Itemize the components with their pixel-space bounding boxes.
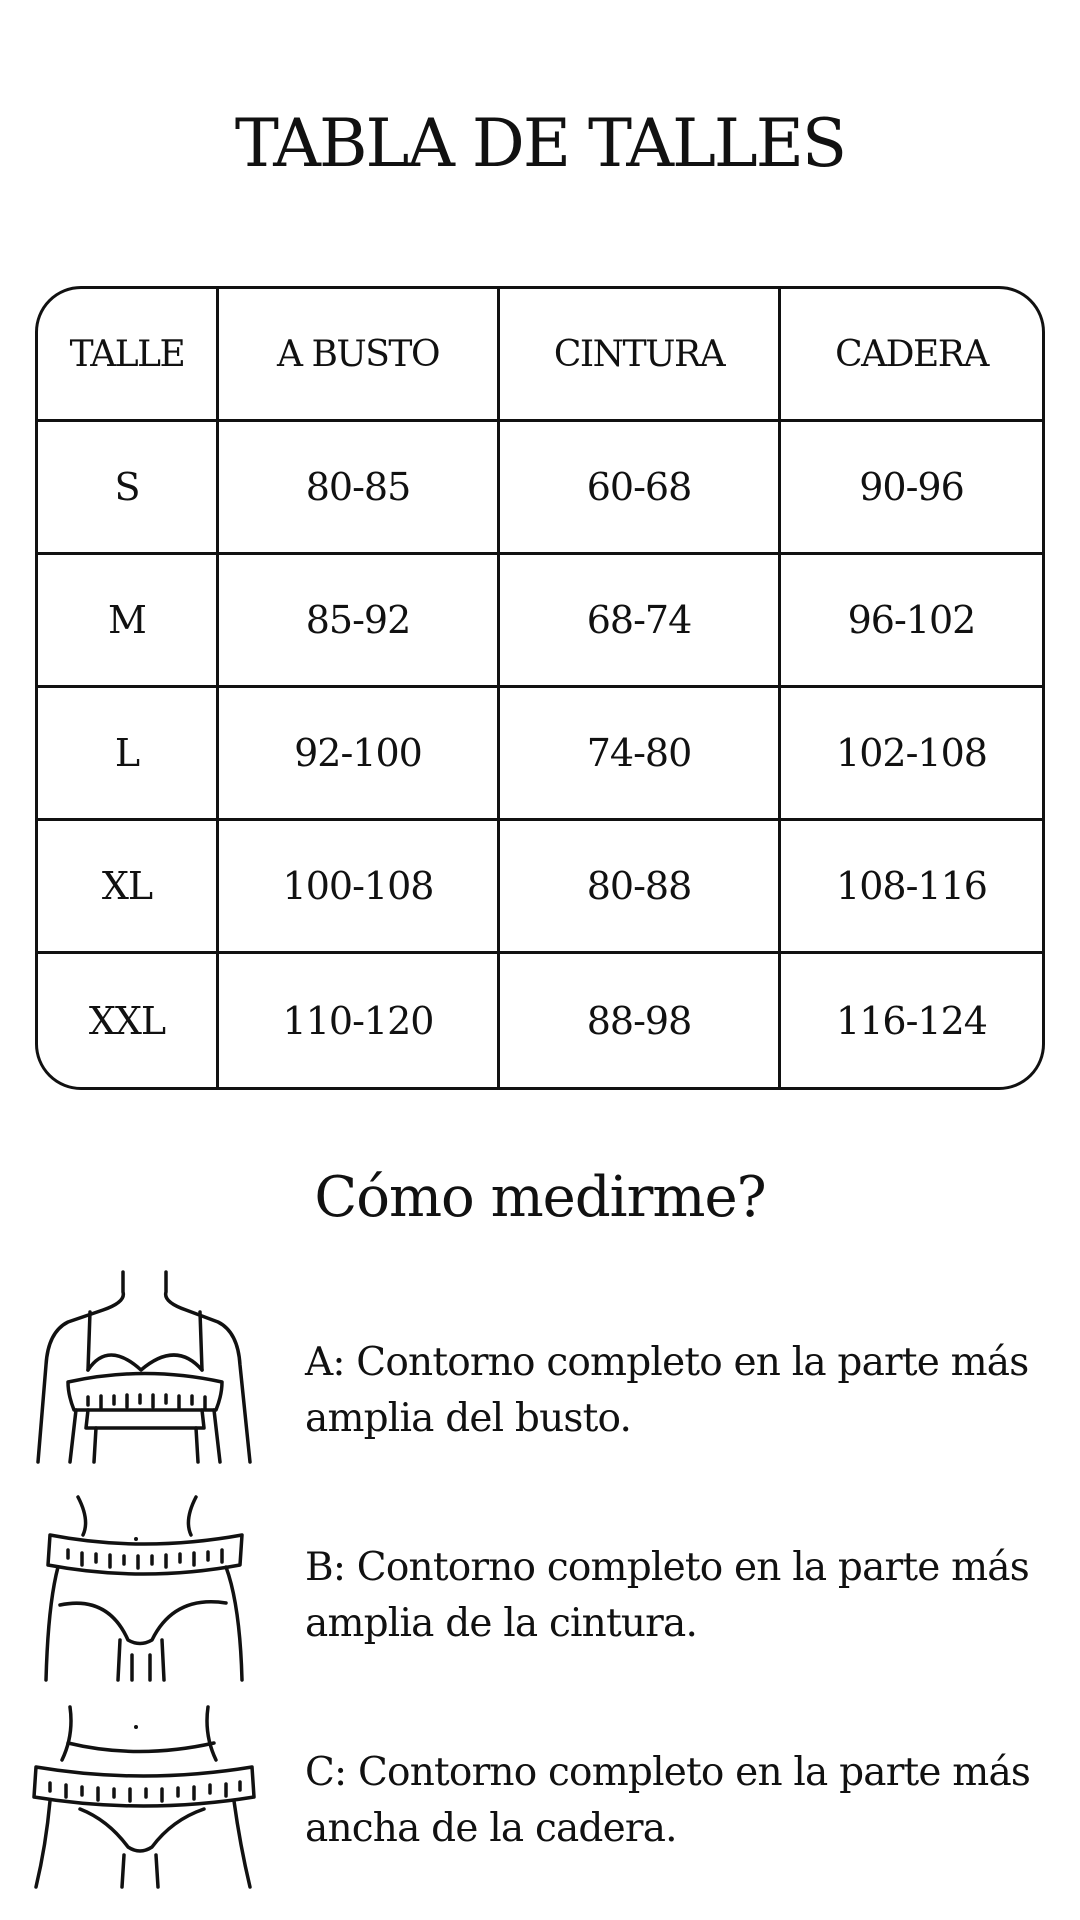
header-cadera: CADERA [781, 289, 1042, 422]
table-cell-cadera: 90-96 [781, 422, 1042, 555]
table-cell-size: S [38, 422, 219, 555]
header-cintura: CINTURA [500, 289, 781, 422]
table-cell-busto: 80-85 [219, 422, 500, 555]
table-cell-busto: 110-120 [219, 954, 500, 1087]
table-cell-cadera: 96-102 [781, 555, 1042, 688]
table-cell-cintura: 68-74 [500, 555, 781, 688]
table-cell-busto: 85-92 [219, 555, 500, 688]
table-cell-size: M [38, 555, 219, 688]
size-table [35, 286, 1045, 1090]
table-cell-size: XL [38, 821, 219, 954]
table-cell-cadera: 102-108 [781, 688, 1042, 821]
header-talle: TALLE [38, 289, 219, 422]
table-cell-busto: 100-108 [219, 821, 500, 954]
bust-measure-icon [28, 1270, 258, 1465]
step-text-line2: amplia del busto. [305, 1396, 632, 1441]
step-text-line1: B: Contorno completo en la parte más [305, 1545, 1029, 1590]
header-busto: A BUSTO [219, 289, 500, 422]
table-cell-cintura: 74-80 [500, 688, 781, 821]
table-cell-cadera: 116-124 [836, 998, 987, 1043]
table-cell-cintura: 88-98 [500, 954, 781, 1087]
step-text-line1: C: Contorno completo en la parte más [305, 1750, 1031, 1795]
table-cell-cadera: 108-116 [781, 821, 1042, 954]
table-cell-size: XXL [38, 954, 219, 1087]
page-title: TABLA DE TALLES [234, 105, 846, 182]
table-cell-size: L [38, 688, 219, 821]
table-cell-cintura: 60-68 [500, 422, 781, 555]
table-cell-cintura: 80-88 [500, 821, 781, 954]
step-text-line2: amplia de la cintura. [305, 1601, 698, 1646]
hip-measure-icon [28, 1705, 258, 1890]
table-cell-busto: 92-100 [219, 688, 500, 821]
how-to-measure-title: Cómo medirme? [314, 1165, 766, 1230]
step-text-line1: A: Contorno completo en la parte más [305, 1340, 1029, 1385]
step-text-line2: ancha de la cadera. [305, 1806, 677, 1851]
waist-measure-icon [28, 1495, 258, 1685]
